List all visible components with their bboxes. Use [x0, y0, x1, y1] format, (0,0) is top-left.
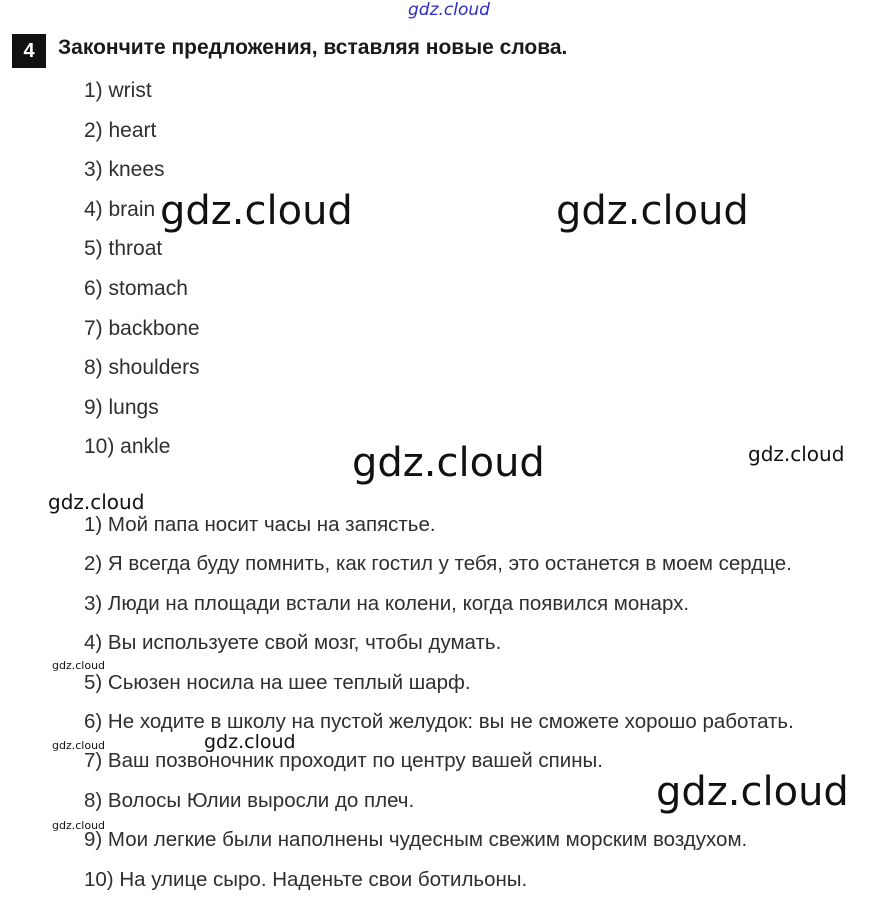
word-item: 3) knees	[84, 158, 165, 182]
sentence-item: 2) Я всегда буду помнить, как гостил у тебя, это останется в моем сердце.	[84, 552, 792, 576]
word-item: 4) brain	[84, 197, 156, 221]
sentence-item: 6) Не ходите в школу на пустой желудок: вы не сможете хорошо работать.	[84, 709, 794, 733]
sentence-list	[84, 511, 794, 905]
sentence-item: 10) На улице сыро. Наденьте свои ботильоны.	[84, 867, 528, 891]
sentence-item: 5) Сьюзен носила на шее теплый шарф.	[84, 670, 471, 694]
sentence-item: 8) Волосы Юлии выросли до плеч.	[84, 788, 415, 812]
word-item: 10) ankle	[84, 435, 171, 459]
word-item: 9) lungs	[84, 395, 159, 419]
watermark: gdz.cloud	[160, 188, 353, 234]
watermark: gdz.cloud	[656, 769, 849, 815]
watermark-top: gdz.cloud	[408, 0, 490, 20]
watermark: gdz.cloud	[556, 188, 749, 234]
sentence-item: 4) Вы используете свой мозг, чтобы думать.	[84, 631, 502, 655]
watermark: gdz.cloud	[748, 442, 845, 466]
sentence-item: 3) Люди на площади встали на колени, когда появился монарх.	[84, 591, 690, 615]
task-number-badge: 4	[12, 34, 46, 68]
watermark: gdz.cloud	[52, 819, 106, 832]
watermark: gdz.cloud	[48, 490, 145, 514]
watermark: gdz.cloud	[352, 440, 545, 486]
watermark: gdz.cloud	[52, 739, 106, 752]
word-item: 7) backbone	[84, 316, 200, 340]
word-item: 2) heart	[84, 118, 157, 142]
task-title: Закончите предложения, вставляя новые слова.	[58, 36, 568, 59]
word-item: 8) shoulders	[84, 356, 200, 380]
sentence-item: 1) Мой папа носит часы на запястье.	[84, 513, 436, 536]
word-list	[84, 77, 200, 473]
word-item: 1) wrist	[84, 79, 152, 102]
word-item: 5) throat	[84, 237, 163, 261]
word-item: 6) stomach	[84, 276, 188, 300]
watermark: gdz.cloud	[52, 659, 106, 672]
watermark: gdz.cloud	[204, 731, 296, 753]
sentence-item: 9) Мои легкие были наполнены чудесным свежим морским воздухом.	[84, 828, 748, 852]
sentence-item: 7) Ваш позвоночник проходит по центру вашей спины.	[84, 749, 603, 773]
